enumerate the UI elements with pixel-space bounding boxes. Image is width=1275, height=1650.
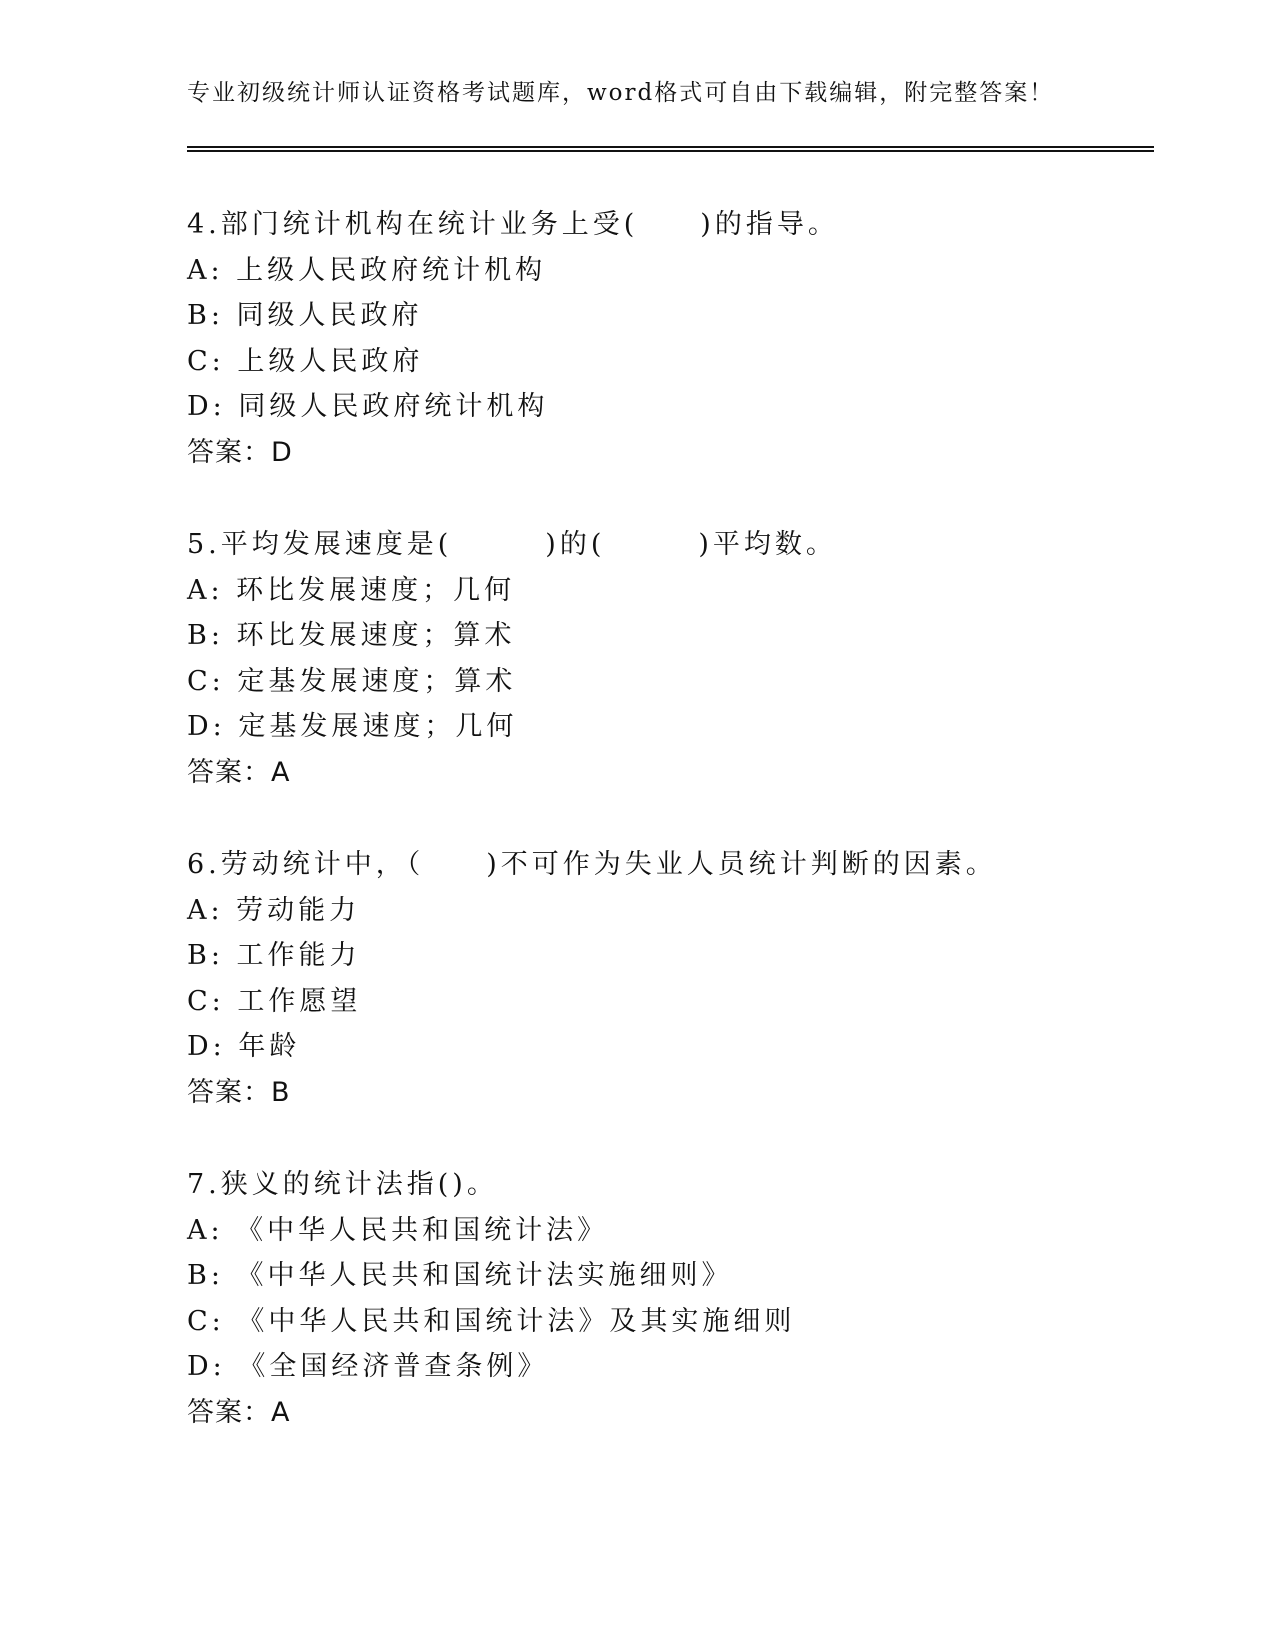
answer-line: 答案：A [187, 756, 291, 788]
question-6 [187, 842, 1147, 1162]
option-d: D: 同级人民政府统计机构 [187, 391, 549, 422]
question-list [187, 202, 1147, 1482]
option-b: B: 同级人民政府 [187, 300, 423, 331]
question-5 [187, 522, 1147, 842]
answer-line: 答案：B [187, 1076, 291, 1108]
option-a: A: 劳动能力 [187, 894, 361, 926]
option-b: B: 环比发展速度；算术 [187, 620, 516, 651]
option-c: C: 《中华人民共和国统计法》及其实施细则 [187, 1305, 796, 1337]
option-a: A: 上级人民政府统计机构 [187, 254, 547, 286]
option-d: D: 《全国经济普查条例》 [187, 1351, 549, 1382]
option-b: B: 《中华人民共和国统计法实施细则》 [187, 1260, 733, 1291]
option-c: C: 上级人民政府 [187, 345, 424, 377]
option-a: A: 环比发展速度；几何 [187, 574, 516, 606]
option-d: D: 定基发展速度；几何 [187, 711, 518, 742]
question-stem: 5.平均发展速度是( )的( )平均数。 [187, 529, 837, 560]
option-d: D: 年龄 [187, 1031, 301, 1062]
header-double-rule [187, 146, 1154, 152]
question-7 [187, 1162, 1147, 1482]
answer-line: 答案：D [187, 436, 293, 468]
question-stem: 6.劳动统计中，（ )不可作为失业人员统计判断的因素。 [187, 849, 997, 880]
option-a: A: 《中华人民共和国统计法》 [187, 1214, 609, 1246]
answer-line: 答案：A [187, 1396, 291, 1428]
option-b: B: 工作能力 [187, 940, 361, 971]
option-c: C: 定基发展速度；算术 [187, 665, 517, 697]
page-header: 专业初级统计师认证资格考试题库，word格式可自由下载编辑，附完整答案！ [187, 80, 1055, 106]
question-stem: 7.狭义的统计法指()。 [187, 1169, 498, 1200]
question-4 [187, 202, 1147, 522]
question-stem: 4.部门统计机构在统计业务上受( )的指导。 [187, 209, 839, 240]
option-c: C: 工作愿望 [187, 985, 362, 1017]
